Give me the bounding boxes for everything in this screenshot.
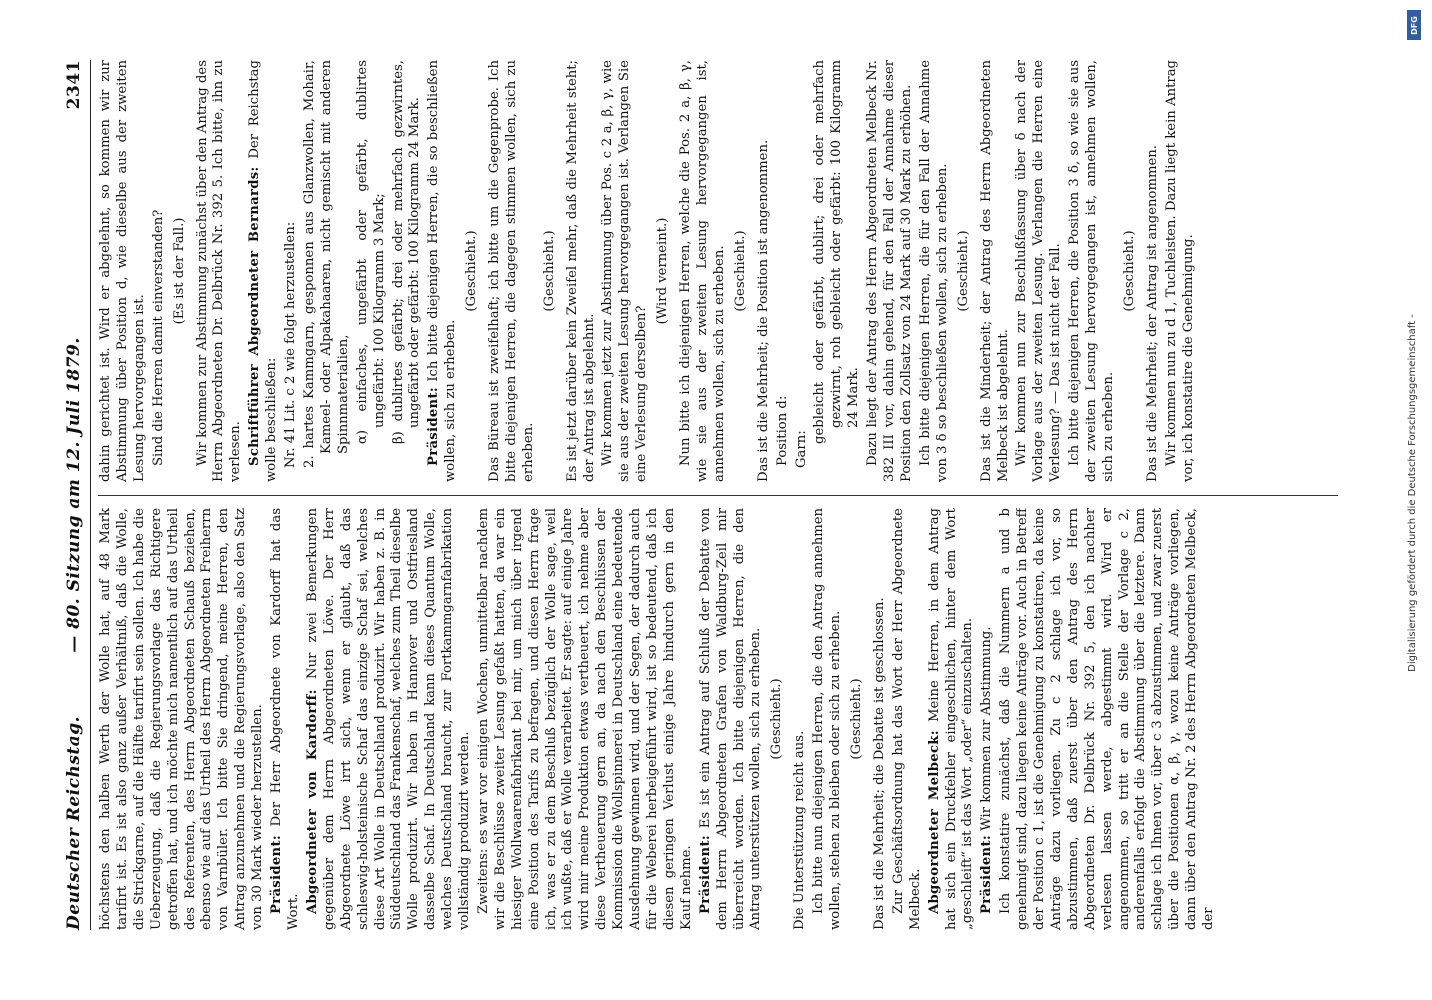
stage-direction: (Geschieht.): [541, 230, 557, 312]
paragraph: [979, 508, 996, 930]
dfg-logo-text: DFG: [1409, 15, 1419, 35]
column-divider: [98, 495, 1338, 496]
speaker-name: Präsident:: [269, 834, 285, 914]
paragraph: Ich bitte diejenigen Herren, die für den Fall der Annahme von 3 δ so beschließen wollen, sich zu erheben.: [917, 60, 950, 482]
publication-title: Deutscher Reichstag.: [64, 715, 84, 930]
stage-direction: (Geschieht.): [955, 230, 971, 312]
motion-line: β) dublirtes gefärbt; drei oder mehrfach gezwirntes, ungefärbt oder gefärbt: 100 Kilogramm 24 Mark.: [390, 60, 423, 444]
motion-line: α) einfaches, ungefärbt oder gefärbt, dublirtes ungefärbt: 100 Kilogramm 3 Mark;: [354, 60, 387, 444]
stage-direction: (Geschieht.): [1121, 230, 1137, 312]
session-heading: — 80. Sitzung am 12. Juli 1879.: [64, 337, 84, 653]
motion-line: gebleicht oder gefärbt, dublirt; drei oder mehrfach gezwirnt, roh gebleicht oder gefärbt: 100 Kilogramm 24 Mark.: [812, 60, 862, 444]
paragraph: Die Unterstützung reicht aus.: [792, 730, 808, 930]
digitization-credit: [1404, 6, 1426, 996]
paragraph: dahin gerichtet ist. Wird er abgelehnt, so kommen wir zur Abstimmung über Position d, wie dieselbe aus der zweiten Lesung hervorgegangen ist.: [98, 60, 147, 482]
paragraph: Dazu liegt der Antrag des Herrn Abgeordneten Melbeck Nr. 382 III vor, dahin gehend, für den Fall der Annahme dieser Position den Zollsatz von 24 Mark auf 30 Mark zu erhöhen.: [865, 60, 914, 482]
speaker-name: Schriftführer Abgeordneter Bernards:: [247, 166, 263, 466]
paragraph: [698, 508, 766, 930]
paragraph-text: Der Herr Abgeordnete von Kardorff hat das Wort.: [269, 508, 301, 930]
right-column: [98, 60, 1338, 482]
paragraph: Das ist die Mehrheit; die Debatte ist geschlossen.: [871, 597, 887, 930]
paragraph: Ich konstatire zunächst, daß die Nummern a und b genehmigt sind, dazu liegen keine Anträge vor. Auch in Betreff der Position c 1, ist die Genehmigung zu konstatiren, da keine Anträge dazu vorliegen. Zu c 2 schlage ich vor, so abzustimmen, daß zuerst über den Antrag des Herrn Abgeordneten Dr. Delbrück Nr. 392 5, den ich nachher verlesen lassen werde, abgestimmt wird. Wird er angenommen, so tritt er an die Stelle der Vorlage c 2, anderenfalls erfolgt die Abstimmung über die letztere. Dann schlage ich Ihnen vor, über c 3 abzustimmen, und zwar zuerst über die Positionen α, β, γ, wozu keine Anträge vorliegen, dann über den Antrag Nr. 2 des Herrn Abgeordneten Melbeck, der: [998, 508, 1217, 930]
stage-direction: (Geschieht.): [769, 678, 785, 760]
paragraph: Position d:: [774, 395, 790, 466]
paragraph: Wir kommen zur Abstimmung zunächst über den Antrag des Herrn Abgeordneten Dr. Delbrück Nr. 392 5. Ich bitte, ihn zu verlesen.: [194, 60, 244, 482]
paragraph: Das ist die Minderheit; der Antrag des Herrn Abgeordneten Melbeck ist abgelehnt.: [978, 60, 1011, 482]
paragraph-text: Nur zwei Bemerkungen gegenüber dem Herrn Abgeordneten Löwe. Der Herr Abgeordnete Löwe irrt sich, wenn er glaubt, daß das schleswig-holsteinische Schaf das einzige Schaf sei, welches diese Art Wolle in Deutschland produzirt. Wir haben z. B. in Süddeutschland das Frankenschaf, welches zum Theil dieselbe Wolle produzirt. Wir haben in Hannover und Ostfriesland dasselbe Schaf. In Deutschland kann dieses Quantum Wolle, welches Deutschland braucht, zur Fortkammgarnfabrikation vollständig produzirt werden.: [304, 508, 473, 930]
motion-line: Garn:: [793, 430, 809, 468]
left-column: [98, 508, 1338, 930]
paragraph: Zweitens: es war vor einigen Wochen, unmittelbar nachdem wir die Beschlüsse zweiter Lesung gefaßt hatten, da war ein hiesiger Wollwaarenfabrikant bei mir, um mich über irgend eine Position des Tarifs zu befragen, und diesen Herrn frage ich, was er zu dem Beschluß bezüglich der Wolle sage, weil ich wußte, daß er Wolle verarbeitet. Er sagte: auf einige Jahre wird mir meine Produktion etwas vertheuert, ich nehme aber diese Vertheuerung gern an, da nach den Beschlüssen der Kommission die Wollspinnerei in Deutschland eine bedeutende Ausdehnung gewinnen wird, und der Segen, der dadurch auch für die Weberei herbeigeführt wird, ist so bedeutend, daß ich diesen geringen Verlust einige Jahre hindurch gern in den Kauf nehme.: [475, 508, 694, 930]
speaker-name: Präsident:: [697, 834, 713, 914]
paragraph: [247, 60, 281, 482]
stage-direction: (Geschieht.): [848, 678, 864, 760]
stage-direction: (Geschieht.): [732, 230, 748, 312]
paragraph: Zur Geschäftsordnung hat das Wort der Herr Abgeordnete Melbeck.: [890, 508, 923, 930]
paragraph-text: Meine Herren, in dem Antrag hat sich ein Druckfehler eingeschlichen, hinter dem Wort „geschleift“ ist das Wort „oder“ einzuschalten.: [926, 508, 976, 930]
paragraph: Nun bitte ich diejenigen Herren, welche die Pos. 2 a, β, γ, wie sie aus der zweiten Lesung hervorgegangen ist, annehmen wollen, sich zu erheben.: [678, 60, 727, 482]
paragraph: [305, 508, 474, 930]
paragraph: [426, 60, 460, 482]
stage-direction: (Es ist der Fall.): [171, 217, 187, 325]
stage-direction: (Geschieht.): [464, 230, 480, 312]
paragraph: Das Büreau ist zweifelhaft; ich bitte um die Gegenprobe. Ich bitte diejenigen Herren, die dagegen stimmen wollen, sich zu erheben.: [487, 60, 536, 482]
paragraph: [927, 508, 978, 930]
motion-line: 2. hartes Kammgarn, gesponnen aus Glanzwollen, Mohair, Kameel- oder Alpakahaaren, nicht gemischt mit anderen Spinnmaterialien,: [301, 60, 351, 468]
credit-text: Digitalisierung gefördert durch die Deutsche Forschungsgemeinschaft -: [1407, 314, 1418, 672]
paragraph: Wir kommen nun zu d 1, Tuchleisten. Dazu liegt kein Antrag vor, ich konstatire die Genehmigung.: [1163, 60, 1196, 482]
page-number: 2341: [64, 60, 84, 110]
paragraph: Sind die Herren damit einverstanden?: [150, 209, 166, 466]
paragraph-text: Ich bitte diejenigen Herren, die so beschließen wollen, sich zu erheben.: [426, 60, 459, 482]
paragraph: höchstens den halben Werth der Wolle hat, auf 48 Mark tarifirt ist. Es ist also ganz außer Verhältniß, daß die Wolle, die Strickgarne, auf die Hälfte tarifirt sein sollen. Ich habe die Ueberzeugung, daß die Regierungsvorlage das Richtigere getroffen hat, und ich möchte mich namentlich auf das Urtheil des Referenten, des Herrn Abgeordneten Schauß beziehen, ebenso wie auf das Urtheil des Herrn Abgeordneten Freiherrn von Varnbüler. Ich bitte Sie dringend, meine Herren, den Antrag anzunehmen und die Regierungsvorlage, also den Satz von 30 Mark wieder herzustellen.: [98, 508, 266, 930]
speaker-name: Abgeordneter Melbeck:: [926, 730, 942, 914]
rotated-document-page: [16, 20, 1416, 980]
paragraph: [269, 508, 303, 930]
paragraph-text: Der Reichstag wolle beschließen:: [247, 60, 280, 482]
paragraph: Das ist die Mehrheit; der Antrag ist angenommen.: [1144, 145, 1160, 482]
paragraph: Wir kommen jetzt zur Abstimmung über Pos. c 2 a, β, γ, wie sie aus der zweiten Lesung hervorgegangen ist. Verlangen Sie eine Verlesung derselben?: [600, 60, 650, 482]
paragraph: Ich bitte diejenigen Herren, die Position 3 δ, so wie sie aus der zweiten Lesung hervorgegangen ist, annehmen wollen, sich zu erheben.: [1067, 60, 1116, 482]
motion-line: Nr. 41 Lit. c 2 wie folgt herzustellen:: [283, 221, 299, 468]
speaker-name: Präsident:: [426, 386, 442, 466]
stage-direction: (Wird verneint.): [655, 217, 671, 325]
paragraph: Ich bitte nun diejenigen Herren, die den Antrag annehmen wollen, stehen zu bleiben oder sich zu erheben.: [811, 508, 844, 930]
paragraph: Wir kommen nun zur Beschlußfassung über δ nach der Vorlage aus der zweiten Lesung. Verlangen die Herren eine Verlesung? — Das ist nicht der Fall.: [1014, 60, 1064, 482]
speaker-name: Abgeordneter von Kardorff:: [304, 689, 320, 914]
page-header: [60, 60, 91, 930]
paragraph: Das ist die Mehrheit; die Position ist angenommen.: [755, 139, 771, 482]
paragraph-text: Wir kommen zur Abstimmung.: [979, 626, 995, 831]
speaker-name: Präsident:: [979, 834, 995, 914]
paragraph: Es ist jetzt darüber kein Zweifel mehr, daß die Mehrheit steht; der Antrag ist abgelehnt.: [564, 60, 597, 482]
paragraph-text: Es ist ein Antrag auf Schluß der Debatte von dem Herrn Abgeordneten Grafen von Waldburg-Zeil mir überreicht worden. Ich bitte diejenigen Herren, die den Antrag unterstützen wollen, sich zu erheben.: [697, 508, 764, 930]
